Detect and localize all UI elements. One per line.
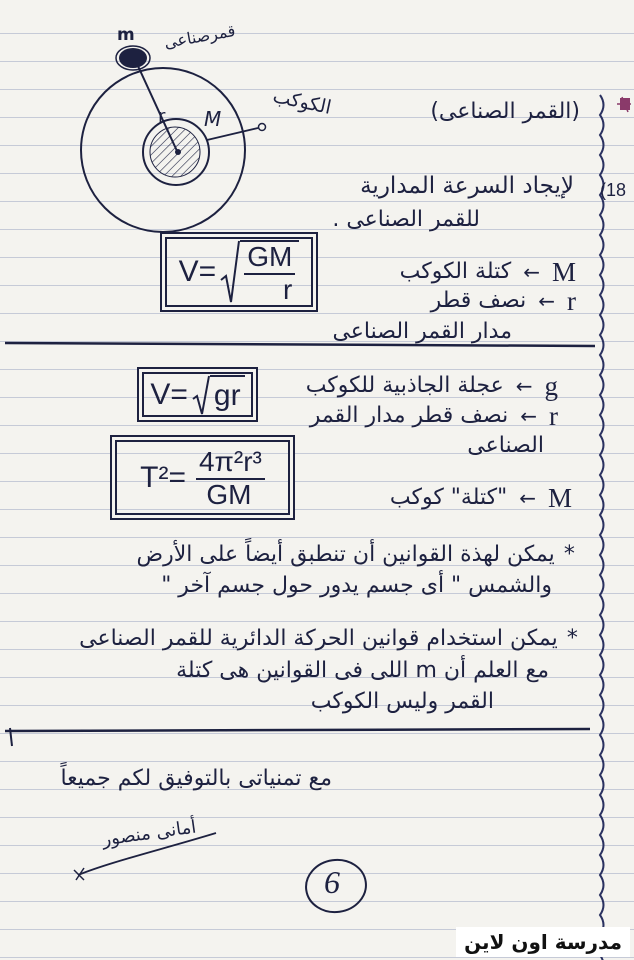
legend2-symbol-r: r	[549, 401, 558, 431]
margin-number: (18	[600, 180, 627, 200]
legend2-row-radius-continued: الصناعى	[467, 433, 544, 458]
satellite-icon	[116, 46, 150, 70]
arrow-left-icon: ←	[519, 486, 536, 510]
formula-orbital-velocity-gr	[137, 367, 258, 422]
legend1-text-radius: نصف قطر	[430, 288, 527, 313]
page-title: (القمر الصناعى)	[430, 99, 580, 124]
section-separator-2	[5, 729, 590, 731]
note-2-line-2: مع العلم أن m اللى فى القوانين هى كتلة	[176, 658, 549, 683]
note-1-text-1: يمكن لهذة القوانين أن تنطبق أيضاً على الأرض	[136, 542, 555, 567]
planet-name-label: الكوكب	[270, 85, 334, 119]
formula-orbital-period	[110, 435, 295, 520]
legend1-row-radius-continued: مدار القمر الصناعى	[332, 319, 512, 344]
corner-mark-icon	[617, 97, 631, 112]
formula3-lhs: T²=	[140, 460, 186, 494]
legend2-symbol-g: g	[544, 371, 558, 401]
note-2-line-3: القمر وليس الكوكب	[310, 689, 494, 714]
formula1-lhs: V=	[178, 255, 217, 288]
bullet-asterisk-icon: *	[565, 626, 579, 651]
fraction	[244, 241, 295, 305]
formula3-denominator: GM	[206, 478, 252, 510]
legend1-text-planet-mass: كتلة الكوكب	[399, 259, 512, 284]
planet-mass-label: M	[204, 107, 222, 131]
fraction	[196, 446, 265, 510]
intro-line-1: لإيجاد السرعة المدارية	[360, 173, 574, 199]
legend1-row-planet-mass	[400, 258, 576, 286]
margin-line	[600, 95, 604, 960]
legend2-row-gravity	[306, 372, 558, 400]
watermark-logo: مدرسة اون لاين	[456, 927, 630, 957]
bullet-asterisk-icon: *	[562, 542, 576, 567]
signature: أمانى منصور	[100, 816, 198, 851]
arrow-left-icon: ←	[515, 374, 533, 398]
closing-wishes: مع تمنياتى بالتوفيق لكم جميعاً	[60, 766, 332, 791]
radius-label: r	[158, 106, 166, 127]
orbit-diagram	[81, 21, 333, 232]
formula2-radicand: gr	[213, 378, 241, 412]
arrow-left-icon: ←	[538, 289, 555, 313]
legend2-row-radius	[310, 402, 558, 430]
formula1-denominator: r	[282, 274, 293, 305]
legend2-text-gravity: عجلة الجاذبية للكوكب	[305, 373, 504, 398]
note-2-text-1: يمكن استخدام قوانين الحركة الدائرية للقمر الصناعى	[79, 626, 558, 651]
satellite-name-label: قمرصناعى	[162, 20, 237, 53]
page-number: 6	[324, 864, 340, 900]
legend3-text-mass: "كتلة" كوكب	[389, 485, 508, 510]
legend2-text-radius: نصف قطر مدار القمر	[309, 403, 509, 428]
legend3-symbol-M: M	[547, 483, 572, 513]
radical-sign-icon	[192, 375, 210, 415]
note-1-line-1	[137, 540, 577, 570]
square-root	[220, 240, 299, 304]
square-root	[192, 375, 245, 415]
radical-sign-icon	[220, 240, 240, 304]
legend1-row-radius	[431, 287, 576, 315]
intro-line-2: للقمر الصناعى .	[332, 207, 480, 232]
legend1-symbol-M: M	[551, 257, 576, 287]
formula-orbital-velocity-gm	[160, 232, 318, 312]
arrow-left-icon: ←	[520, 404, 537, 428]
note-2-line-1	[79, 624, 579, 654]
satellite-mass-label: m	[117, 25, 135, 45]
formula2-lhs: V=	[150, 377, 188, 411]
note-1-line-2: والشمس " أى جسم يدور حول جسم آخر "	[161, 573, 552, 598]
legend3-row-mass	[390, 484, 572, 512]
formula1-numerator: GM	[244, 241, 295, 275]
planet-pointer-dot	[259, 124, 266, 131]
formula3-numerator: 4π²r³	[196, 446, 265, 480]
arrow-left-icon: ←	[523, 260, 540, 284]
legend1-symbol-r: r	[567, 286, 576, 316]
